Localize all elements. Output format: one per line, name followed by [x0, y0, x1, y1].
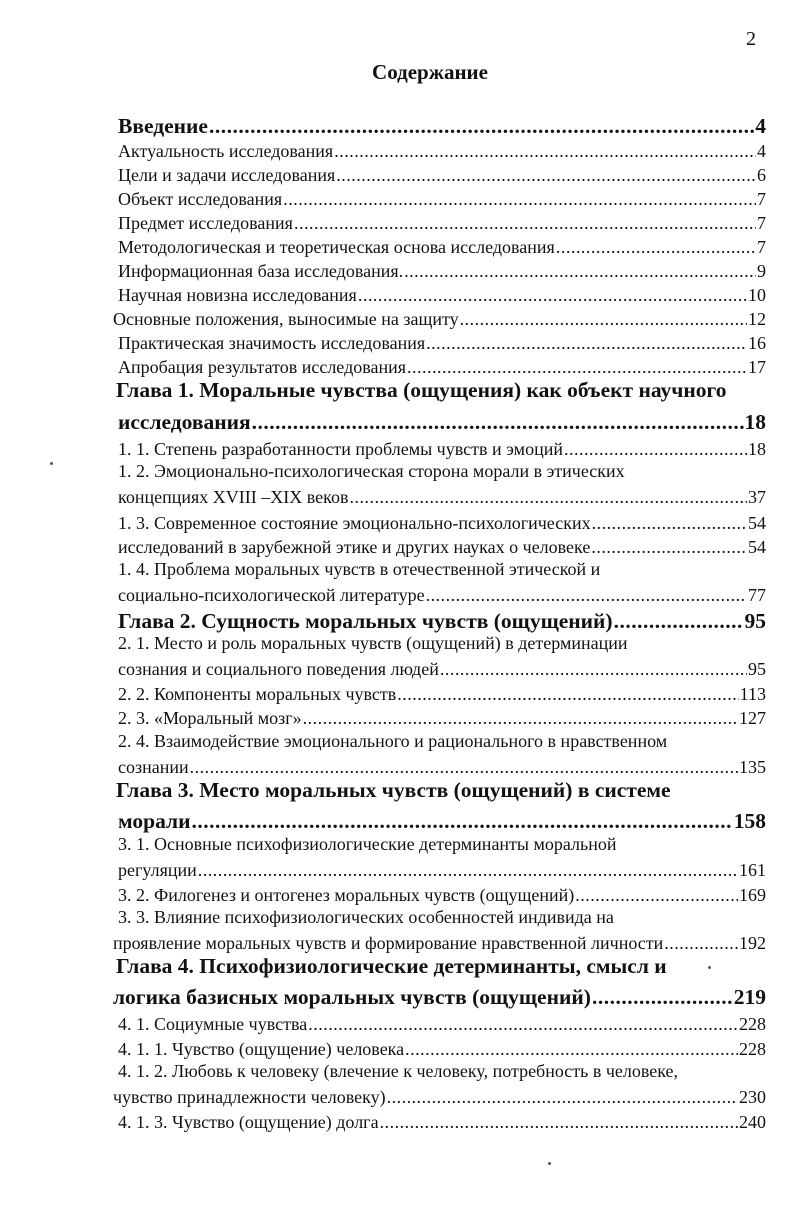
toc-entry — [113, 927, 766, 953]
toc-entry-text: 2. 3. «Моральный мозг» — [118, 708, 302, 728]
scan-speck — [50, 462, 53, 465]
leader-dots — [252, 410, 744, 434]
toc-entry-text: исследования — [118, 410, 251, 434]
toc-entry-text: 1. 4. Проблема моральных чувств в отечественной этической и — [118, 559, 601, 579]
toc-entry — [118, 1106, 766, 1132]
leader-dots — [190, 757, 738, 777]
toc-entry-page: 240 — [739, 1112, 766, 1132]
toc-entry-text: Актуальность исследования — [118, 141, 334, 161]
toc-entry-text: Объект исследования — [118, 189, 283, 209]
toc-entry — [118, 678, 766, 704]
leader-dots — [614, 609, 744, 633]
toc-entry-text: 1. 3. Современное состояние эмоционально-психологических — [118, 513, 591, 533]
toc-entry — [113, 979, 766, 1009]
leader-dots — [426, 585, 747, 605]
toc-entry — [118, 207, 766, 233]
toc-entry-text: Научная новизна исследования — [118, 285, 357, 305]
leader-dots — [283, 189, 756, 209]
leader-dots — [334, 141, 756, 161]
toc-entry — [118, 507, 766, 533]
toc-entry — [118, 531, 766, 557]
toc-entry-page: 7 — [757, 237, 766, 257]
toc-entry-text: социально-психологической литературе — [118, 585, 425, 605]
leader-dots — [387, 1087, 738, 1107]
toc-entry-page: 18 — [748, 439, 766, 459]
toc-entry-page: 7 — [757, 189, 766, 209]
toc-entry-page: 12 — [748, 309, 766, 329]
toc-entry-text: 2. 2. Компоненты моральных чувств — [118, 684, 397, 704]
toc-entry-page: 230 — [739, 1087, 766, 1107]
toc-entry — [113, 1081, 766, 1107]
toc-entry-text: 4. 1. 3. Чувство (ощущение) долга — [118, 1112, 379, 1132]
toc-entry-page: 16 — [748, 333, 766, 353]
toc-entry — [118, 579, 766, 605]
toc-entry-text: 4. 1. 1. Чувство (ощущение) человека — [118, 1039, 405, 1059]
toc-entry-page: 219 — [733, 985, 766, 1009]
toc-entry-page: 9 — [757, 261, 766, 281]
toc-entry-text: Практическая значимость исследования — [118, 333, 426, 353]
toc-entry — [118, 702, 766, 728]
leader-dots — [592, 513, 747, 533]
toc-entry-page: 54 — [748, 537, 766, 557]
toc-entry-text: проявление моральных чувств и формирование нравственной личности — [113, 933, 664, 953]
toc-entry — [118, 183, 766, 209]
chapter-heading: Глава 3. Место моральных чувств (ощущений) в системе — [116, 778, 671, 802]
toc-entry — [113, 303, 766, 329]
toc-entry-text: Методологическая и теоретическая основа исследования — [118, 237, 555, 257]
toc-entry — [118, 481, 766, 507]
chapter-heading: Глава 1. Моральные чувства (ощущения) как объект научного — [116, 378, 727, 402]
toc-entry-page: 77 — [748, 585, 766, 605]
toc-entry — [118, 433, 766, 459]
page-number: 2 — [746, 28, 756, 50]
toc-entry-text: регуляции — [118, 860, 197, 880]
leader-dots — [426, 333, 747, 353]
leader-dots — [664, 933, 738, 953]
toc-entry-page: 37 — [748, 487, 766, 507]
scan-speck — [708, 966, 711, 969]
leader-dots — [564, 439, 747, 459]
leader-dots — [191, 809, 732, 833]
toc-entry — [118, 159, 766, 185]
toc-entry-page: 18 — [744, 410, 766, 434]
leader-dots — [380, 1112, 738, 1132]
leader-dots — [592, 985, 733, 1009]
leader-dots — [358, 285, 747, 305]
toc-entry-text: логика базисных моральных чувств (ощущений) — [113, 985, 591, 1009]
toc-entry-page: 17 — [748, 357, 766, 377]
toc-entry-text: 1. 1. Степень разработанности проблемы чувств и эмоций — [118, 439, 563, 459]
leader-dots — [198, 860, 738, 880]
scan-speck — [548, 1162, 551, 1165]
toc-entry-page: 6 — [757, 165, 766, 185]
toc-entry-text: 2. 4. Взаимодействие эмоционального и рационального в нравственном — [118, 731, 668, 751]
leader-dots — [294, 213, 756, 233]
toc-entry-page: 4 — [755, 114, 766, 138]
toc-entry-text: морали — [118, 809, 191, 833]
toc-entry — [118, 108, 766, 138]
toc-entry-text: Глава 2. Сущность моральных чувств (ощущений) — [118, 609, 613, 633]
toc-entry-page: 192 — [739, 933, 766, 953]
toc-entry-text: Информационная база исследования. — [118, 261, 404, 281]
leader-dots — [405, 1039, 738, 1059]
toc-entry-text: 4. 1. Социумные чувства — [118, 1014, 308, 1034]
toc-entry-page: 169 — [739, 885, 766, 905]
toc-entry-text: Предмет исследования — [118, 213, 293, 233]
toc-entry-page: 4 — [757, 141, 766, 161]
toc-entry — [118, 255, 766, 281]
toc-entry-text: 4. 1. 2. Любовь к человеку (влечение к человеку, потребность в человеке, — [118, 1061, 679, 1081]
toc-entry-page: 158 — [733, 809, 766, 833]
chapter-heading: Глава 4. Психофизиологические детерминанты, смысл и — [116, 954, 667, 978]
leader-dots — [336, 165, 756, 185]
toc-entry-text: исследований в зарубежной этике и других науках о человеке — [118, 537, 591, 557]
toc-entry-page: 7 — [757, 213, 766, 233]
toc-entry — [118, 135, 766, 161]
leader-dots — [591, 537, 747, 557]
toc-entry — [118, 603, 766, 633]
toc-entry — [118, 879, 766, 905]
toc-entry — [118, 1033, 766, 1059]
toc-entry — [118, 751, 766, 777]
toc-entry-page: 113 — [739, 684, 766, 704]
toc-entry-text: 1. 2. Эмоционально-психологическая сторона морали в этических — [118, 461, 625, 481]
leader-dots — [303, 708, 738, 728]
toc-entry — [118, 279, 766, 305]
toc-entry-text: Основные положения, выносимые на защиту — [113, 309, 459, 329]
leader-dots — [440, 659, 747, 679]
toc-entry-page: 54 — [748, 513, 766, 533]
toc-entry — [118, 231, 766, 257]
toc-entry-text: 2. 1. Место и роль моральных чувств (ощущений) в детерминации — [118, 633, 628, 653]
leader-dots — [460, 309, 747, 329]
toc-entry-page: 161 — [739, 860, 766, 880]
leader-dots — [404, 261, 756, 281]
toc-entry — [118, 1008, 766, 1034]
toc-entry — [118, 854, 766, 880]
toc-entry-text: чувство принадлежности человеку) — [113, 1087, 386, 1107]
leader-dots — [397, 684, 738, 704]
toc-entry-page: 10 — [748, 285, 766, 305]
toc-entry — [118, 327, 766, 353]
toc-entry — [118, 803, 766, 833]
toc-entry — [118, 351, 766, 377]
toc-entry-page: 135 — [739, 757, 766, 777]
toc-entry-text: Апробация результатов исследования — [118, 357, 407, 377]
leader-dots — [575, 885, 738, 905]
toc-entry-page: 228 — [739, 1014, 766, 1034]
toc-entry-page: 127 — [739, 708, 766, 728]
leader-dots — [349, 487, 747, 507]
page-title: Содержание — [372, 60, 488, 84]
toc-entry-text: 3. 1. Основные психофизиологические детерминанты моральной — [118, 834, 617, 854]
toc-entry-text: концепциях XVIII –XIX веков — [118, 487, 349, 507]
toc-entry-text: сознания и социального поведения людей — [118, 659, 439, 679]
leader-dots — [308, 1014, 738, 1034]
toc-entry — [118, 653, 766, 679]
toc-entry-text: Введение — [118, 114, 208, 138]
toc-entry-text: 3. 3. Влияние психофизиологических особенностей индивида на — [118, 907, 614, 927]
toc-entry-page: 95 — [748, 659, 766, 679]
toc-entry-text: Цели и задачи исследования — [118, 165, 336, 185]
toc-entry-page: 228 — [739, 1039, 766, 1059]
toc-entry — [118, 404, 766, 434]
leader-dots — [407, 357, 747, 377]
toc-entry-text: сознании — [118, 757, 189, 777]
toc-entry-text: 3. 2. Филогенез и онтогенез моральных чувств (ощущений) — [118, 885, 575, 905]
leader-dots — [556, 237, 756, 257]
toc-entry-page: 95 — [744, 609, 766, 633]
